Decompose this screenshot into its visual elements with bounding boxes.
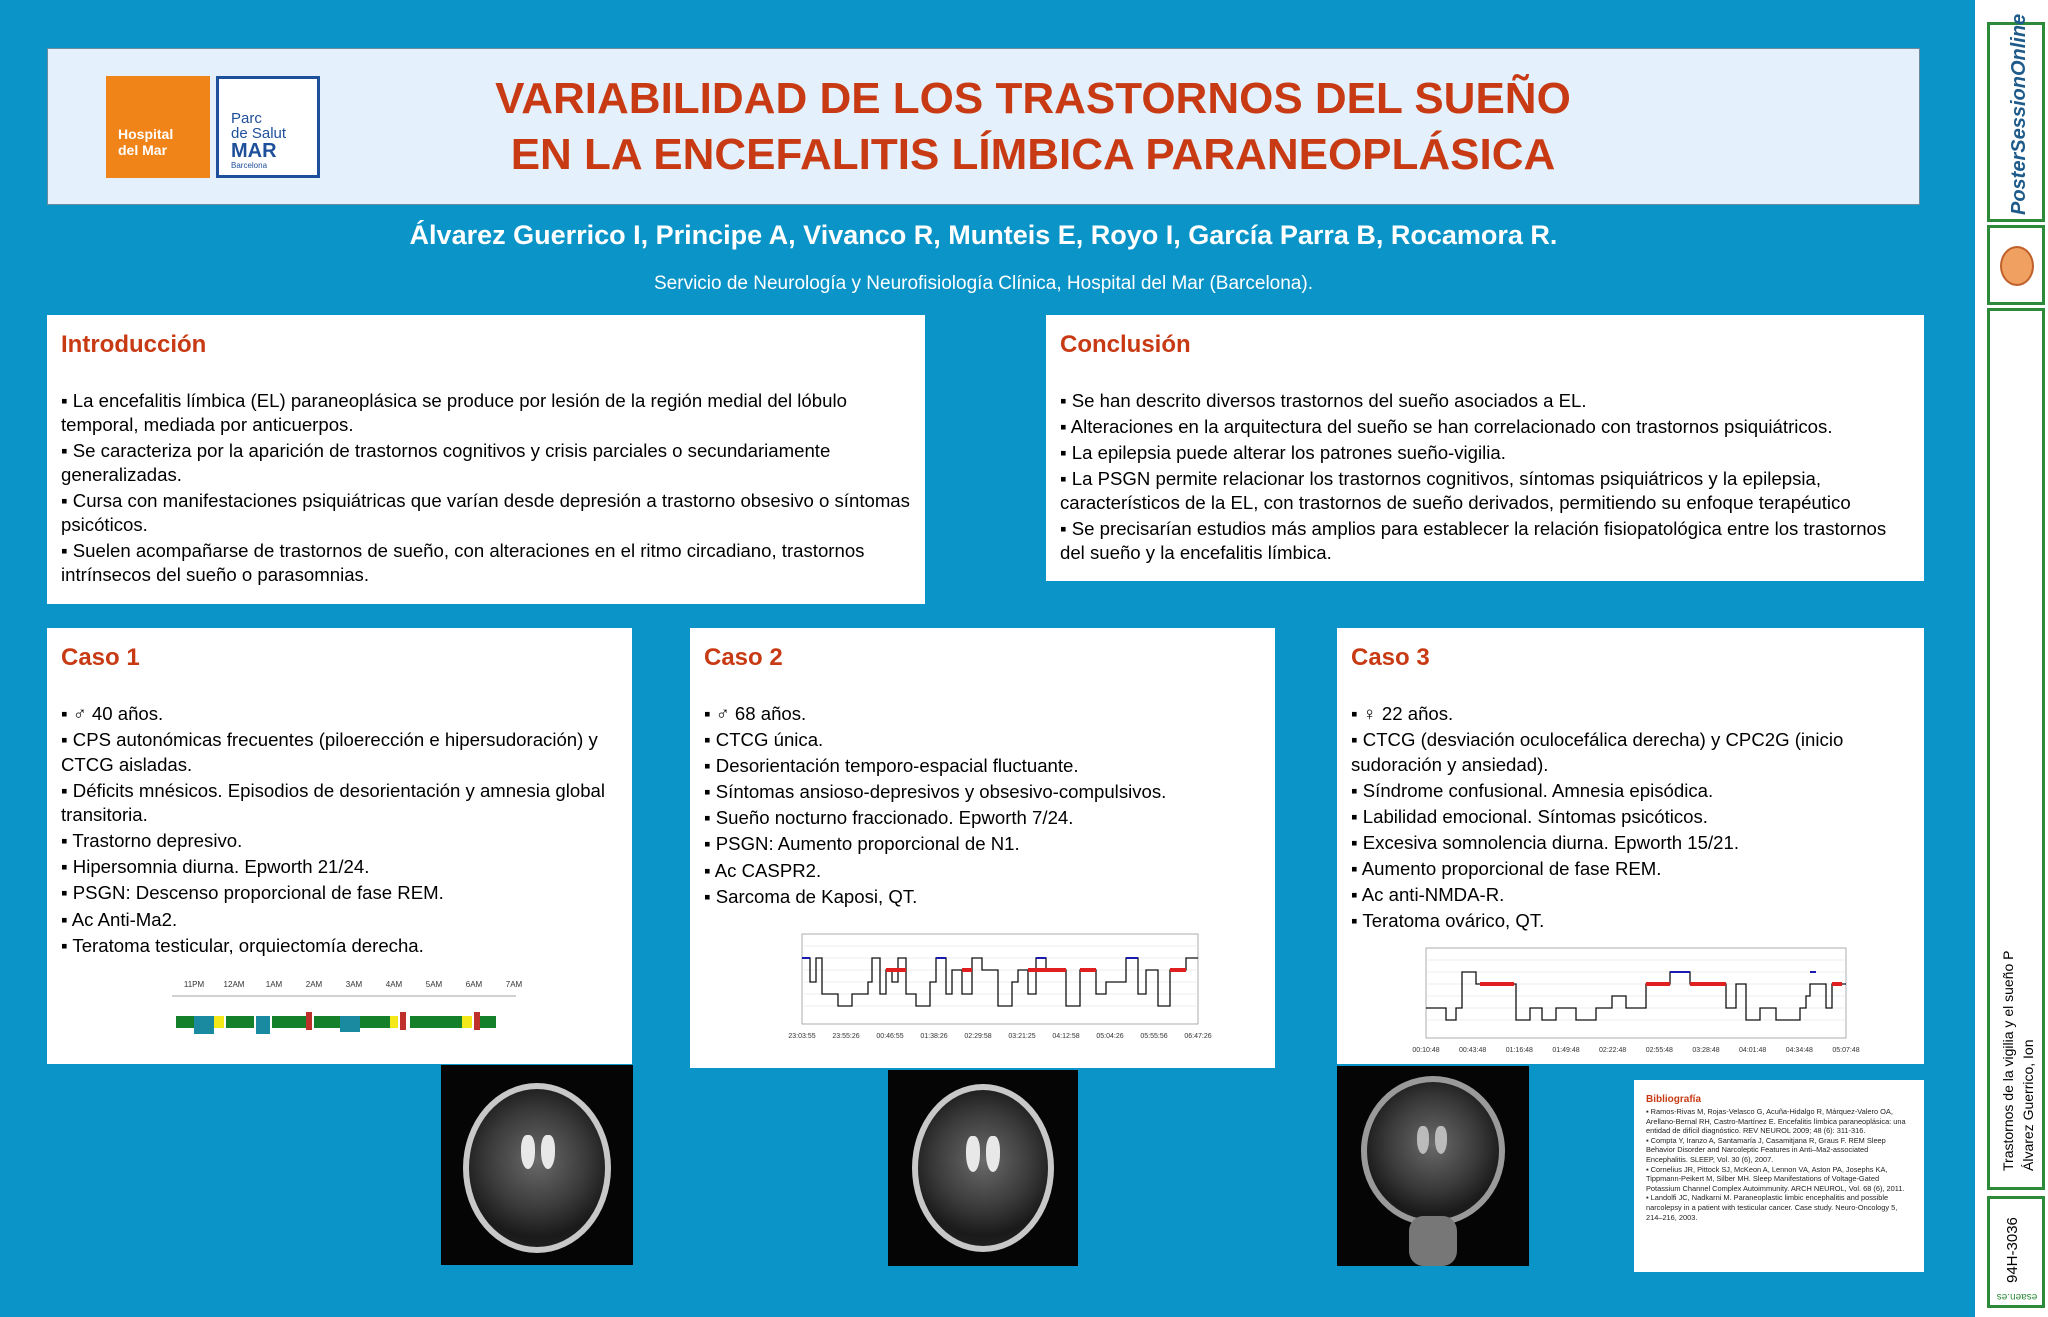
list-item: ▪ Teratoma ovárico, QT.	[1351, 909, 1910, 934]
logo-ps-line3: MAR	[231, 140, 277, 162]
logo-hm-line1: Hospital	[118, 126, 174, 142]
time-tick-label: 7AM	[505, 980, 523, 989]
list-item: ▪ Síndrome confusional. Amnesia episódica.	[1351, 779, 1910, 804]
list-item: ▪ Sarcoma de Kaposi, QT.	[704, 885, 1261, 910]
time-tick-label: 01:16:48	[1505, 1047, 1533, 1054]
mri-image-case2	[888, 1070, 1078, 1266]
intro-title: Introducción	[61, 331, 207, 358]
list-item: ▪ PSGN: Aumento proporcional de N1.	[704, 832, 1261, 857]
poster-id: 94H-3036	[2004, 1217, 2021, 1283]
case1-hypnogram	[164, 976, 524, 1046]
intro-list	[61, 389, 911, 587]
list-item: ▪ Ac Anti-Ma2.	[61, 908, 618, 933]
intro-panel	[47, 315, 925, 604]
time-tick-label: 6AM	[465, 980, 483, 989]
title-box	[47, 48, 1920, 205]
list-item: ▪ Teratoma testicular, orquiectomía derecha.	[61, 934, 618, 959]
conclusion-panel	[1046, 315, 1924, 581]
list-item: ▪ Cursa con manifestaciones psiquiátricas que varían desde depresión a trastorno obsesivo o síntomas psicóticos.	[61, 489, 911, 537]
postersession-logo	[1987, 13, 2045, 222]
time-tick-label: 11PM	[183, 980, 205, 989]
list-item: ▪ Ac CASPR2.	[704, 859, 1261, 884]
poster-sidebar	[1975, 0, 2048, 1317]
poster-info-strip	[1987, 308, 2045, 1190]
time-tick-label: 05:55:56	[1140, 1033, 1168, 1040]
list-item: ▪ CPS autonómicas frecuentes (piloerección e hipersudoración) y CTCG aisladas.	[61, 728, 618, 777]
time-tick-label: 00:10:48	[1412, 1047, 1440, 1054]
list-item: ▪ Suelen acompañarse de trastornos de sueño, con alteraciones en el ritmo circadiano, trastornos intrínsecos del sueño o parasomnias.	[61, 539, 911, 587]
logo-hm-line2: del Mar	[118, 142, 168, 158]
poster-id-box	[1987, 1196, 2045, 1308]
time-tick-label: 03:21:25	[1008, 1033, 1036, 1040]
time-tick-label: 00:46:55	[876, 1033, 904, 1040]
time-tick-label: 4AM	[385, 980, 403, 989]
reference: ▪ Landolfi JC, Nadkarni M. Paraneoplastic limbic encephalitis and possible narcolepsy in a patient with testicular cancer. Case study. Neuro-Oncology 5, 214–216, 2003.	[1646, 1193, 1898, 1222]
list-item: ▪ Hipersomnia diurna. Epworth 21/24.	[61, 855, 618, 880]
time-tick-label: 02:55:48	[1645, 1047, 1673, 1054]
bibliography-panel	[1634, 1080, 1924, 1272]
conclusion-list	[1060, 389, 1910, 565]
list-item: ▪ Se han descrito diversos trastornos del sueño asociados a EL.	[1060, 389, 1910, 413]
logo-ps-line4: Barcelona	[231, 161, 268, 170]
mri-image-case1	[441, 1065, 633, 1265]
case1-stage-bars	[176, 1012, 496, 1034]
list-item: ▪ Se precisarían estudios más amplios para establecer la relación fisiopatológica entre los trastornos del sueño y la encefalitis límbica.	[1060, 517, 1910, 565]
time-tick-label: 04:01:48	[1739, 1047, 1767, 1054]
time-tick-label: 00:43:48	[1459, 1047, 1487, 1054]
list-item: ▪ Labilidad emocional. Síntomas psicóticos.	[1351, 805, 1910, 830]
reference: ▪ Compta Y, Iranzo A, Santamaría J, Casamitjana R, Graus F. REM Sleep Behavior Disorder and Narcoleptic Features in Anti–Ma2-associated Encephalitis. SLEEP, Vol. 30 (6), 2007.	[1646, 1135, 1886, 1164]
postersession-logo-text: PosterSessionOnline	[2008, 13, 2030, 215]
time-tick-label: 05:07:48	[1832, 1047, 1860, 1054]
case1-time-labels	[184, 980, 523, 989]
sidebar-author: Álvarez Guerrico, Ion	[2020, 1039, 2036, 1171]
list-item: ▪ PSGN: Descenso proporcional de fase REM.	[61, 881, 618, 906]
time-tick-label: 1AM	[265, 980, 283, 989]
case2-hypnogram	[766, 932, 1212, 1048]
list-item: ▪ ♂ 40 años.	[61, 702, 618, 727]
time-tick-label: 04:12:58	[1052, 1033, 1080, 1040]
case3-list	[1351, 702, 1910, 934]
time-tick-label: 05:04:26	[1096, 1033, 1124, 1040]
case3-hypnogram	[1406, 946, 1860, 1060]
list-item: ▪ ♀ 22 años.	[1351, 702, 1910, 727]
list-item: ▪ Síntomas ansioso-depresivos y obsesivo-compulsivos.	[704, 780, 1261, 805]
affiliation: Servicio de Neurología y Neurofisiología Clínica, Hospital del Mar (Barcelona).	[654, 273, 1313, 294]
reference: ▪ Ramos-Rivas M, Rojas-Velasco G, Acuña-Hidalgo R, Márquez-Valero OA, Arellano-Bernal RH, Castro-Martínez E. Encefalitis límbica paraneoplásica: una entidad de difícil diagnóstico. REV NEUROL 2009; 48 (6): 311-316.	[1646, 1107, 1906, 1136]
case1-title: Caso 1	[61, 644, 140, 671]
time-tick-label: 12AM	[223, 980, 245, 989]
list-item: ▪ Aumento proporcional de fase REM.	[1351, 857, 1910, 882]
time-tick-label: 5AM	[425, 980, 443, 989]
logo-ps-line1: Parc	[231, 110, 262, 127]
list-item: ▪ Trastorno depresivo.	[61, 829, 618, 854]
authors: Álvarez Guerrico I, Principe A, Vivanco R, Munteis E, Royo I, García Parra B, Rocamora R.	[409, 220, 1558, 250]
list-item: ▪ La encefalitis límbica (EL) paraneoplásica se produce por lesión de la región medial del lóbulo temporal, mediada por anticuerpos.	[61, 389, 911, 437]
title-line-1: VARIABILIDAD DE LOS TRASTORNOS DEL SUEÑO	[495, 74, 1571, 123]
case3-title: Caso 3	[1351, 644, 1430, 671]
time-tick-label: 02:22:48	[1599, 1047, 1627, 1054]
case2-list	[704, 702, 1261, 909]
case1-list	[61, 702, 618, 958]
parc-de-salut-mar-logo	[216, 76, 320, 178]
time-tick-label: 02:29:58	[964, 1033, 992, 1040]
mri-image-case3	[1337, 1066, 1529, 1266]
sidebar-title: Trastornos de la vigilia y el sueño P	[2000, 950, 2016, 1171]
case2-time-labels	[788, 1033, 1211, 1040]
list-item: ▪ La epilepsia puede alterar los patrones sueño-vigilia.	[1060, 441, 1910, 465]
time-tick-label: 01:38:26	[920, 1033, 948, 1040]
list-item: ▪ Desorientación temporo-espacial fluctuante.	[704, 754, 1261, 779]
brain-icon	[2000, 246, 2034, 286]
time-tick-label: 23:55:26	[832, 1033, 860, 1040]
case2-title: Caso 2	[704, 644, 783, 671]
list-item: ▪ Déficits mnésicos. Episodios de desorientación y amnesia global transitoria.	[61, 779, 618, 828]
time-tick-label: 23:03:55	[788, 1033, 816, 1040]
conclusion-title: Conclusión	[1060, 331, 1191, 358]
hospital-del-mar-logo	[106, 76, 210, 178]
case3-time-labels	[1412, 1047, 1859, 1054]
list-item: ▪ Ac anti-NMDA-R.	[1351, 883, 1910, 908]
time-tick-label: 3AM	[345, 980, 363, 989]
time-tick-label: 01:49:48	[1552, 1047, 1580, 1054]
list-item: ▪ Se caracteriza por la aparición de trastornos cognitivos y crisis parciales o secundariamente generalizadas.	[61, 439, 911, 487]
list-item: ▪ Alteraciones en la arquitectura del sueño se han correlacionado con trastornos psiquiátricos.	[1060, 415, 1910, 439]
poster-title	[368, 71, 1698, 183]
list-item: ▪ Sueño nocturno fraccionado. Epworth 7/24.	[704, 806, 1261, 831]
list-item: ▪ CTCG (desviación oculocefálica derecha) y CPC2G (inicio sudoración y ansiedad).	[1351, 728, 1910, 777]
reference: ▪ Cornelius JR, Pittock SJ, McKeon A, Lennon VA, Aston PA, Josephs KA, Tippmann-Peikert M, Silber MH. Sleep Manifestations of Voltage-Gated Potassium Channel Complex Autoimmunity. ARCH NEUROL, Vol. 68 (6), 2011.	[1646, 1164, 1905, 1193]
time-tick-label: 2AM	[305, 980, 323, 989]
bibliography-title: Bibliografía	[1646, 1094, 1702, 1105]
logo-ps-line2: de Salut	[231, 125, 287, 142]
title-line-2: EN LA ENCEFALITIS LÍMBICA PARANEOPLÁSICA	[510, 130, 1556, 179]
society-logo	[1987, 225, 2045, 305]
time-tick-label: 03:28:48	[1692, 1047, 1720, 1054]
list-item: ▪ ♂ 68 años.	[704, 702, 1261, 727]
list-item: ▪ CTCG única.	[704, 728, 1261, 753]
sidebar-footer: esaen.es	[1996, 1291, 2038, 1302]
list-item: ▪ Excesiva somnolencia diurna. Epworth 15/21.	[1351, 831, 1910, 856]
time-tick-label: 04:34:48	[1785, 1047, 1813, 1054]
list-item: ▪ La PSGN permite relacionar los trastornos cognitivos, síntomas psiquiátricos y la epilepsia, característicos de la EL, con trastornos de sueño derivados, permitiendo su enfoque terapéutico	[1060, 467, 1910, 515]
time-tick-label: 06:47:26	[1184, 1033, 1212, 1040]
